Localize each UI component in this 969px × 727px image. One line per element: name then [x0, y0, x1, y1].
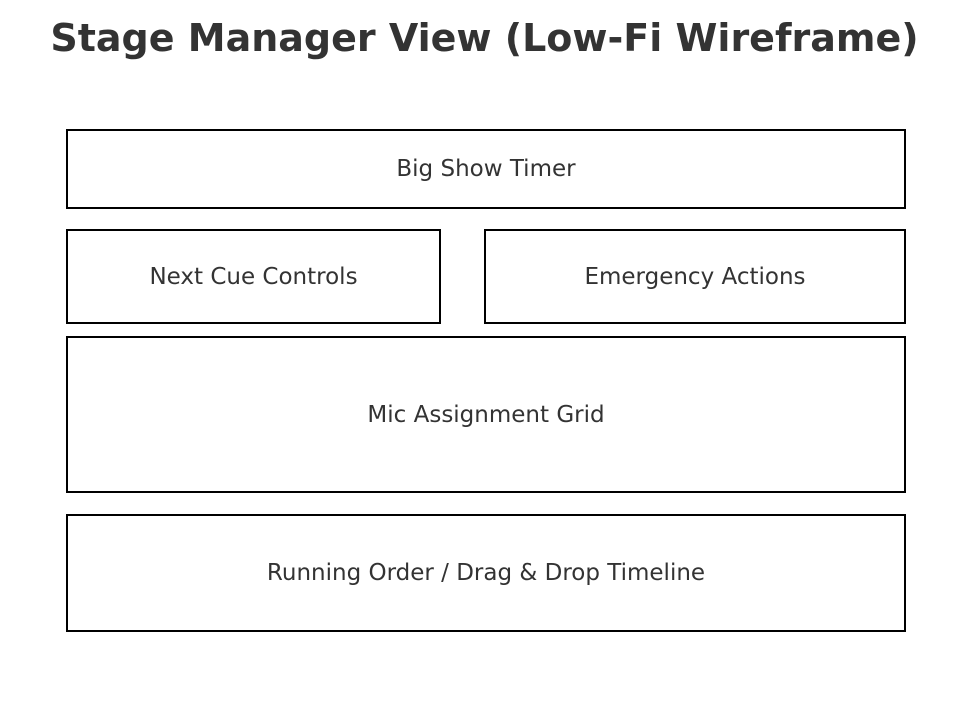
- mic-assignment-grid-panel[interactable]: [66, 336, 906, 493]
- page-title: Stage Manager View (Low-Fi Wireframe): [50, 16, 919, 60]
- running-order-timeline-label: Running Order / Drag & Drop Timeline: [266, 560, 706, 586]
- big-show-timer-panel: [66, 129, 906, 209]
- next-cue-controls-label: Next Cue Controls: [149, 263, 358, 290]
- running-order-timeline-panel[interactable]: [66, 514, 906, 632]
- next-cue-controls-panel[interactable]: [66, 229, 441, 324]
- emergency-actions-panel[interactable]: [484, 229, 906, 324]
- big-show-timer-label: Big Show Timer: [396, 156, 576, 182]
- mic-assignment-grid-label: Mic Assignment Grid: [367, 401, 605, 428]
- emergency-actions-label: Emergency Actions: [584, 263, 806, 290]
